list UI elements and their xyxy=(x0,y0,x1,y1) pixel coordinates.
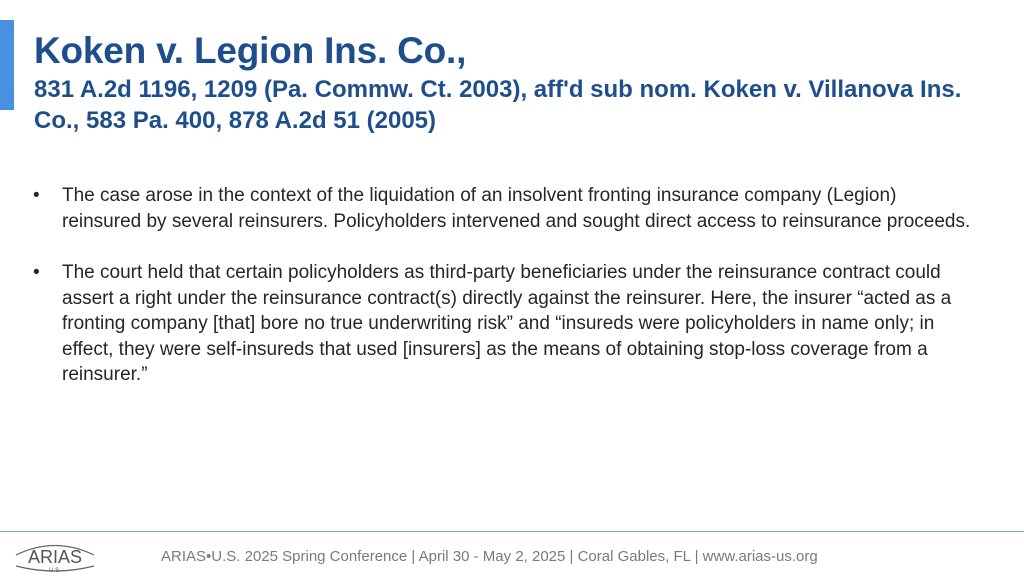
bullet-text: The court held that certain policyholders as third-party beneficiaries under the reinsurance contract could assert a right under the reinsurance contract(s) directly against the reinsurer. Here, the insurer “acted as a fronting company [that] bore no true underwriting risk” and “insureds were policyholders in name only; in effect, they were self-insureds that used [insurers] as the means of obtaining stop-loss coverage from a reinsurer.” xyxy=(62,262,952,385)
slide-content xyxy=(33,183,973,414)
bullet-item xyxy=(33,260,973,388)
bullet-item xyxy=(33,183,973,234)
bullet-dot: • xyxy=(33,185,40,206)
arias-logo-name: ARIAS xyxy=(27,547,83,567)
bullet-dot: • xyxy=(33,262,40,283)
bullet-list xyxy=(33,183,973,388)
bullet-text: The case arose in the context of the liquidation of an insolvent fronting insurance company (Legion) reinsured by several reinsurers. Policyholders intervened and sought direct access to reinsurance proceeds. xyxy=(62,185,971,232)
title-accent-bar xyxy=(0,20,14,110)
footer-text: ARIAS•U.S. 2025 Spring Conference | April 30 - May 2, 2025 | Coral Gables, FL | www.arias-us.org xyxy=(161,548,818,565)
footer-divider xyxy=(0,531,1024,532)
slide-title: Koken v. Legion Ins. Co., xyxy=(34,30,467,71)
case-citation: 831 A.2d 1196, 1209 (Pa. Commw. Ct. 2003), aff'd sub nom. Koken v. Villanova Ins. Co., 583 Pa. 400, 878 A.2d 51 (2005) xyxy=(34,76,962,134)
arias-logo xyxy=(12,538,98,574)
slide-title-block xyxy=(34,28,994,136)
arias-logo-tag: U.S. xyxy=(49,568,61,574)
